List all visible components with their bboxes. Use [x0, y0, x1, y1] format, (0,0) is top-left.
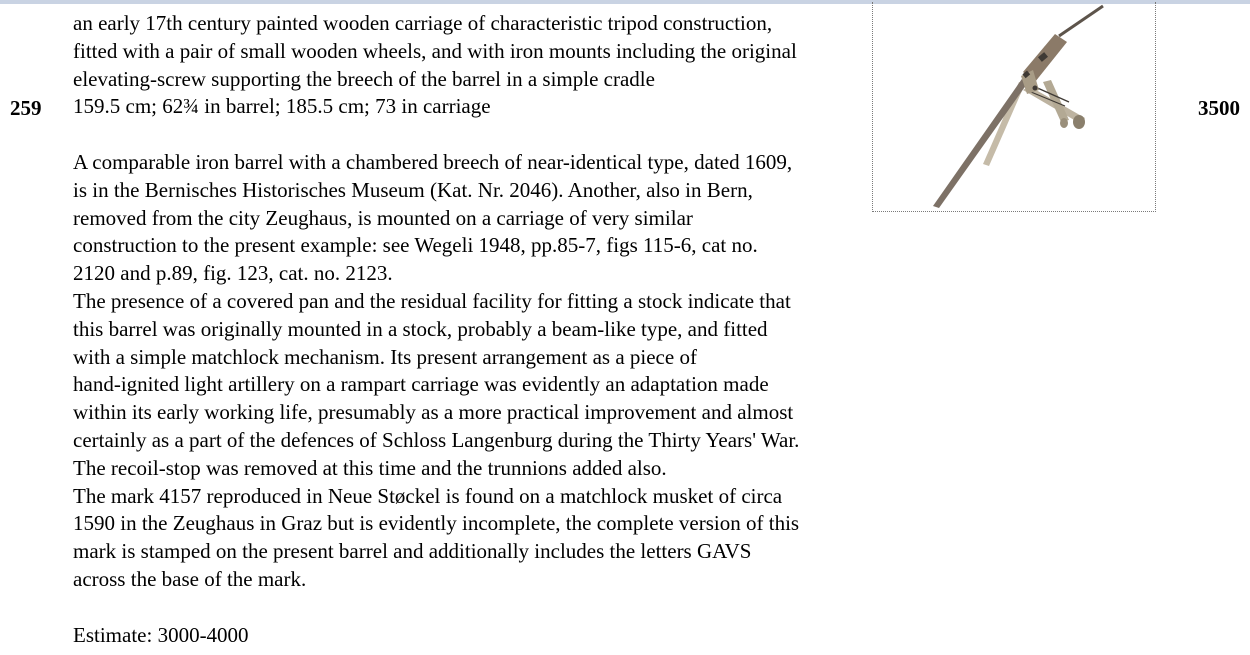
note-line: removed from the city Zeughaus, is mounted on a carriage of very similar [73, 205, 693, 230]
note-line: The mark 4157 reproduced in Neue Støckel is found on a matchlock musket of circa [73, 483, 783, 508]
lot-description [73, 10, 873, 649]
note-line: mark is stamped on the present barrel and additionally includes the letters GAVS [73, 539, 752, 564]
note-line: A comparable iron barrel with a chambered breech of near-identical type, dated 1609, [73, 149, 793, 174]
elevating-screw [1033, 86, 1038, 91]
note-line: across the base of the mark. [73, 566, 307, 591]
rampart-gun-image [873, 2, 1157, 210]
lot-photo[interactable] [872, 2, 1156, 212]
note-line: The presence of a covered pan and the residual facility for fitting a stock indicate that [73, 288, 791, 313]
note-line: certainly as a part of the defences of Schloss Langenburg during the Thirty Years' War. [73, 427, 800, 452]
note-block [73, 149, 873, 594]
dimensions-line: 159.5 cm; 62¾ in barrel; 185.5 cm; 73 in carriage [73, 94, 491, 119]
intro-line: elevating-screw supporting the breech of the barrel in a simple cradle [73, 66, 655, 91]
paragraph-gap [73, 121, 873, 149]
carriage-wheel [1060, 118, 1068, 128]
note-line: 1590 in the Zeughaus in Graz but is evidently incomplete, the complete version of this [73, 511, 800, 536]
note-line: with a simple matchlock mechanism. Its present arrangement as a piece of [73, 344, 697, 369]
gun-muzzle [1059, 6, 1103, 36]
note-line: hand-ignited light artillery on a rampart carriage was evidently an adaptation made [73, 372, 769, 397]
note-line: 2120 and p.89, fig. 123, cat. no. 2123. [73, 261, 393, 286]
note-line: within its early working life, presumably as a more practical improvement and almost [73, 400, 794, 425]
intro-line: fitted with a pair of small wooden wheels, and with iron mounts including the original [73, 38, 797, 63]
note-line: this barrel was originally mounted in a stock, probably a beam-like type, and fitted [73, 316, 768, 341]
paragraph-gap [73, 594, 873, 622]
note-line: The recoil-stop was removed at this time and the trunnions added also. [73, 455, 667, 480]
estimate: Estimate: 3000-4000 [73, 622, 249, 647]
note-line: is in the Bernisches Historisches Museum (Kat. Nr. 2046). Another, also in Bern, [73, 177, 753, 202]
intro-line: an early 17th century painted wooden carriage of characteristic tripod construction, [73, 11, 773, 35]
lot-price: 3500 [1198, 96, 1240, 120]
intro-block [73, 10, 873, 121]
note-line: construction to the present example: see Wegeli 1948, pp.85-7, figs 115-6, cat no. [73, 233, 758, 258]
carriage-wheel [1073, 115, 1085, 129]
lot-number: 259 [10, 96, 42, 120]
